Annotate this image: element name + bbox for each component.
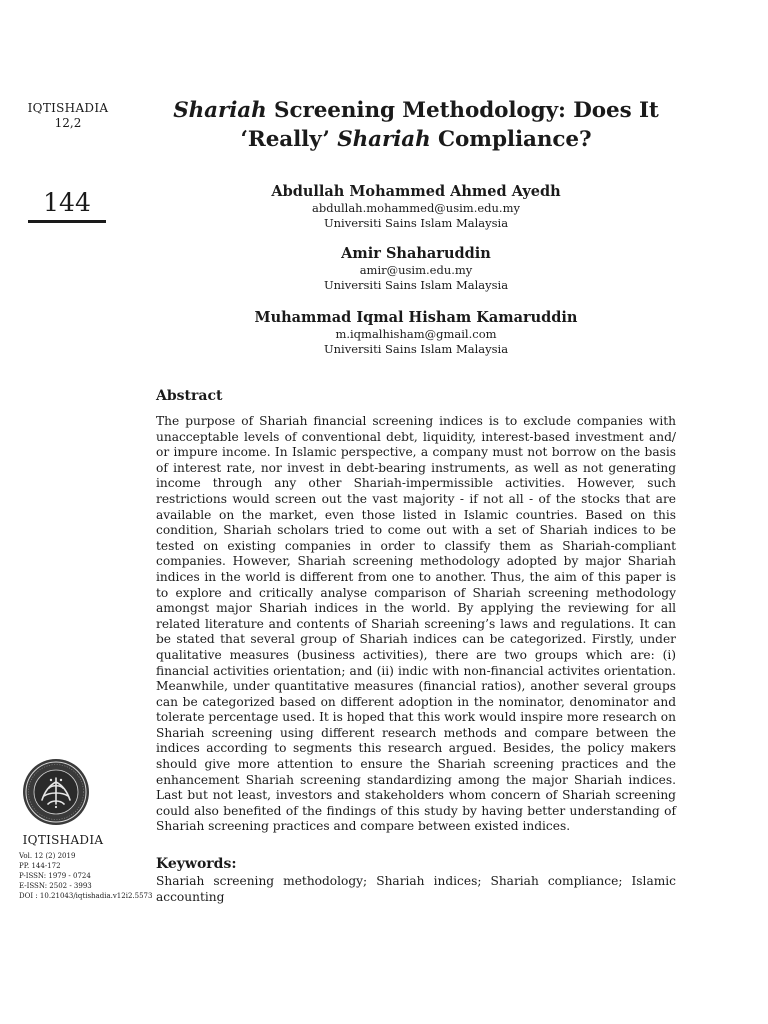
page-number-rule (28, 220, 106, 223)
author-name: Muhammad Iqmal Hisham Kamaruddin (254, 309, 578, 326)
journal-info-line: P-ISSN: 1979 - 0724 (19, 872, 91, 880)
paper-title (156, 96, 676, 154)
abstract-heading: Abstract (156, 388, 223, 404)
title-italic-1: Shariah (173, 98, 267, 123)
journal-info-line: DOI : 10.21043/iqtishadia.v12i2.5573 (19, 892, 153, 900)
author-affiliation: Universiti Sains Islam Malaysia (323, 216, 509, 230)
abstract-text: The purpose of Shariah financial screening indices is to exclude companies with unacceptable levels of conventional debt, liquidity, interest-based investment and/ or impure income. In Islamic perspective, a company must not borrow on the basis of interest rate, nor invest in debt-bearing instruments, as well as not generating income through any other Shariah-impermissible activities. However, such restrictions would screen out the vast majority - if not all - of the stocks that are available on the market, even those listed in Islamic countries. Based on this condition, Shariah scholars tried to come out with a set of Shariah indices to be tested on existing companies in order to classify them as Shariah-compliant companies. However, Shariah screening methodology adopted by major Shariah indices in the world is different from one to another. Thus, the aim of this paper is to explore and critically analyse comparison of Shariah screening methodology amongst major Shariah indices in the world. By applying the reviewing for all related literature and contents of Shariah screening’s laws and regulations. It can be stated that several group of Shariah indices can be categorized. Firstly, under qualitative measures (business activities), there are two groups which are: (i) financial activities orientation; and (ii) indic with non-financial activites orientation. Meanwhile, under quantitative measures (financial ratios), another several groups can be categorized based on different adoption in the nominator, denominator and tolerate percentage used. It is hoped that this work would inspire more research on Shariah screening using different research methods and compare between the indices according to segments this research argued. Besides, the policy makers should give more attention to ensure the Shariah screening practices and the enhancement Shariah screening standardizing among the major Shariah indices. Last but not least, investors and stakeholders whom concern of Shariah screening could also benefited of the findings of this study by having better understanding of Shariah screening practices and compare between existed indices. (156, 414, 676, 834)
author-email: abdullah.mohammed@usim.edu.my (311, 201, 520, 215)
journal-info-line: E-ISSN: 2502 - 3993 (19, 882, 92, 890)
journal-info-line: Vol. 12 (2) 2019 (19, 852, 76, 860)
journal-name: IQTISHADIA (27, 101, 109, 115)
author-email: amir@usim.edu.my (359, 263, 473, 277)
title-line-2 (156, 125, 676, 154)
page-number: 144 (43, 188, 91, 217)
keywords-heading: Keywords: (156, 856, 237, 872)
journal-logo-icon (22, 758, 90, 826)
author-affiliation: Universiti Sains Islam Malaysia (323, 342, 509, 356)
keywords-text: Shariah screening methodology; Shariah indices; Shariah compliance; Islamic accounting (156, 874, 676, 904)
title-italic-2: Shariah (337, 127, 431, 152)
journal-volume: 12,2 (54, 116, 82, 130)
author-name: Amir Shaharuddin (341, 245, 491, 262)
journal-info (19, 851, 152, 901)
journal-info-line: PP. 144-172 (19, 862, 61, 870)
title-text-2b: Compliance? (430, 127, 592, 152)
author-name: Abdullah Mohammed Ahmed Ayedh (271, 183, 561, 200)
logo-caption: IQTISHADIA (22, 833, 104, 847)
title-line-1 (156, 96, 676, 125)
title-text-1: Screening Methodology: Does It (266, 98, 659, 123)
author-affiliation: Universiti Sains Islam Malaysia (323, 278, 509, 292)
author-block (156, 309, 676, 357)
author-block (156, 245, 676, 293)
title-text-2a: ‘Really’ (240, 127, 338, 152)
author-block (156, 183, 676, 231)
author-email: m.iqmalhisham@gmail.com (335, 327, 497, 341)
